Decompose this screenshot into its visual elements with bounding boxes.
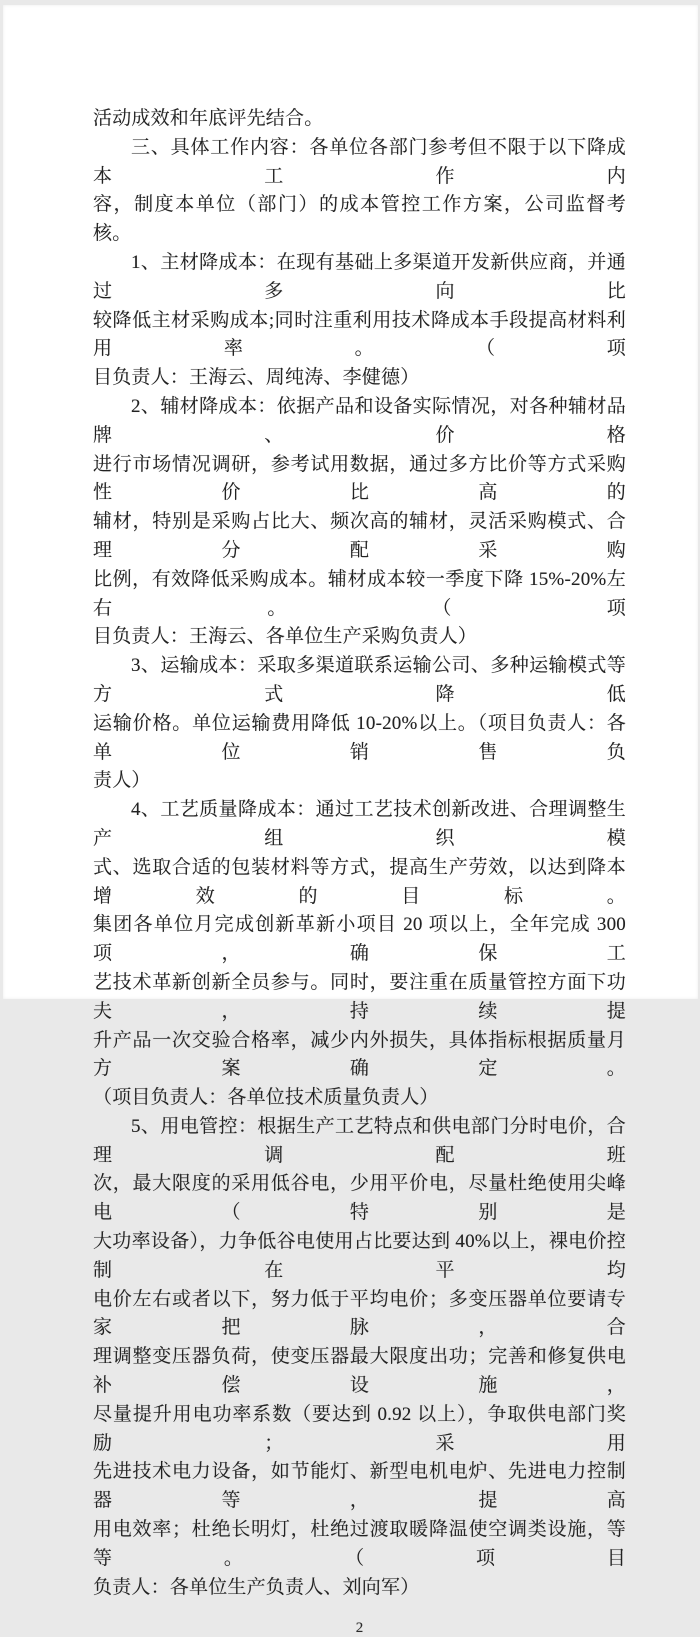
text-line: 2、辅材降成本：依据产品和设备实际情况，对各种辅材品牌、价格 bbox=[93, 393, 626, 451]
text-line: 责人） bbox=[93, 767, 626, 796]
text-line: 4、工艺质量降成本：通过工艺技术创新改进、合理调整生产组织模 bbox=[93, 796, 626, 854]
text-line: 升产品一次交验合格率，减少内外损失，具体指标根据质量月方案确定。 bbox=[93, 1027, 626, 1085]
document-content bbox=[3, 5, 698, 1637]
text-line: 电价左右或者以下，努力低于平均电价；多变压器单位要请专家把脉，合 bbox=[93, 1286, 626, 1344]
text-line: 尽量提升用电功率系数（要达到 0.92 以上），争取供电部门奖励；采用 bbox=[93, 1401, 626, 1459]
text-line: 进行市场情况调研，参考试用数据，通过多方比价等方式采购性价比高的 bbox=[93, 451, 626, 509]
text-line: 式、选取合适的包装材料等方式，提高生产劳效，以达到降本增效的目标。 bbox=[93, 854, 626, 912]
text-line: 负责人：各单位生产负责人、刘向军） bbox=[93, 1574, 626, 1603]
text-line: 容，制度本单位（部门）的成本管控工作方案，公司监督考核。 bbox=[93, 191, 626, 249]
text-line: 艺技术革新创新全员参与。同时，要注重在质量管控方面下功夫，持续提 bbox=[93, 969, 626, 1027]
text-line: 比例，有效降低采购成本。辅材成本较一季度下降 15%-20%左右。（项 bbox=[93, 566, 626, 624]
text-line: 活动成效和年底评先结合。 bbox=[93, 105, 626, 134]
text-line: 辅材，特别是采购占比大、频次高的辅材，灵活采购模式、合理分配采购 bbox=[93, 508, 626, 566]
text-line: 次，最大限度的采用低谷电，少用平价电，尽量杜绝使用尖峰电（特别是 bbox=[93, 1170, 626, 1228]
text-line: 较降低主材采购成本;同时注重利用技术降成本手段提高材料利用率。（项 bbox=[93, 307, 626, 365]
text-line: 运输价格。单位运输费用降低 10-20%以上。（项目负责人：各单位销售负 bbox=[93, 710, 626, 768]
text-line: 3、运输成本：采取多渠道联系运输公司、多种运输模式等方式降低 bbox=[93, 652, 626, 710]
text-line: 三、具体工作内容：各单位各部门参考但不限于以下降成本工作内 bbox=[93, 134, 626, 192]
text-line: 理调整变压器负荷，使变压器最大限度出功；完善和修复供电补偿设施， bbox=[93, 1343, 626, 1401]
text-line: 目负责人：王海云、各单位生产采购负责人） bbox=[93, 623, 626, 652]
text-line: 1、主材降成本：在现有基础上多渠道开发新供应商，并通过多向比 bbox=[93, 249, 626, 307]
page-number: 2 bbox=[93, 1620, 626, 1637]
text-line: 先进技术电力设备，如节能灯、新型电机电炉、先进电力控制器等，提高 bbox=[93, 1458, 626, 1516]
text-line: 集团各单位月完成创新革新小项目 20 项以上，全年完成 300 项，确保工 bbox=[93, 911, 626, 969]
text-line: 目负责人：王海云、周纯涛、李健德） bbox=[93, 364, 626, 393]
text-line: 大功率设备），力争低谷电使用占比要达到 40%以上，裸电价控制在平均 bbox=[93, 1228, 626, 1286]
text-line: （项目负责人：各单位技术质量负责人） bbox=[93, 1084, 626, 1113]
text-line: 用电效率；杜绝长明灯，杜绝过渡取暖降温使空调类设施，等等。（项目 bbox=[93, 1516, 626, 1574]
document-page bbox=[3, 5, 698, 999]
text-line: 5、用电管控：根据生产工艺特点和供电部门分时电价，合理调配班 bbox=[93, 1113, 626, 1171]
